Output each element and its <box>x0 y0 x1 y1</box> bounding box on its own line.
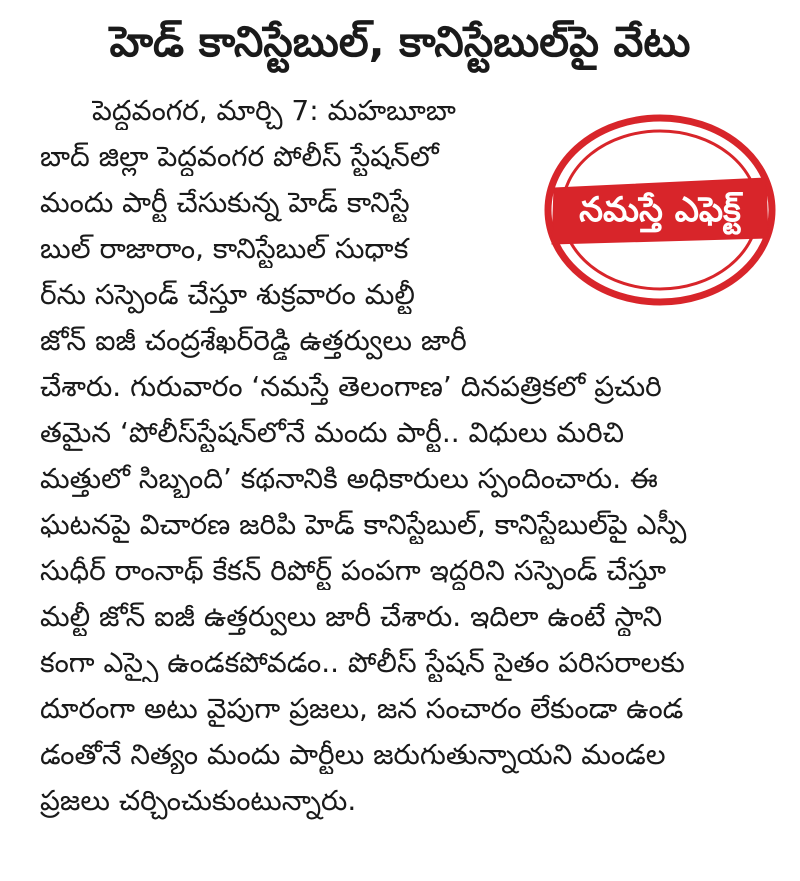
paragraph-line: మల్టీ జోన్‌ ఐజీ ఉత్తర్వులు జారీ చేశారు. ఇదిలా ఉంటే స్థాని <box>40 600 663 633</box>
paragraph-line: డంతోనే నిత్యం మందు పార్టీలు జరుగుతున్నాయని మండల <box>40 738 666 771</box>
paragraph-line: దూరంగా అటు వైపుగా ప్రజలు, జన సంచారం లేకుండా ఉండ <box>40 692 684 725</box>
paragraph-line: మత్తులో సిబ్బంది’ కథనానికి అధికారులు స్పందించారు. ఈ <box>40 462 658 495</box>
paragraph-line: బుల్‌ రాజారాం, కానిస్టేబుల్‌ సుధాక <box>40 232 409 265</box>
paragraph-line: కంగా ఎస్సై ఉండకపోవడం.. పోలీస్‌ స్టేషన్‌ సైతం పరిసరాలకు <box>40 646 685 679</box>
paragraph-line: చేశారు. గురువారం ‘నమస్తే తెలంగాణ’ దినపత్రికలో ప్రచురి <box>40 370 662 403</box>
paragraph-line: పెద్దవంగర, మార్చి 7: మహబూబా <box>92 94 456 127</box>
paragraph-line: ప్రజలు చర్చించుకుంటున్నారు. <box>40 784 357 817</box>
paragraph-line: బాద్‌ జిల్లా పెద్దవంగర పోలీస్‌ స్టేషన్‌లో <box>40 140 439 173</box>
paragraph-line: మందు పార్టీ చేసుకున్న హెడ్‌ కానిస్టే <box>40 186 410 219</box>
paragraph-line: ర్‌ను సస్పెండ్‌ చేస్తూ శుక్రవారం మల్టీ <box>40 278 415 311</box>
headline: హెడ్‌ కానిస్టేబుల్‌, కానిస్టేబుల్‌పై వేటు <box>109 17 691 66</box>
paragraph-line: ఘటనపై విచారణ జరిపి హెడ్‌ కానిస్టేబుల్‌, కానిస్టేబుల్‌పై ఎస్పీ <box>40 508 687 541</box>
paragraph-line: సుధీర్‌ రాంనాథ్‌ కేకన్‌ రిపోర్ట్‌ పంపగా ఇద్దరిని సస్పెండ్‌ చేస్తూ <box>40 554 667 587</box>
paragraph-line: తమైన ‘పోలీస్‌స్టేషన్‌లోనే మందు పార్టీ.. విధులు మరిచి <box>40 416 625 449</box>
paragraph-line: జోన్‌ ఐజీ చంద్రశేఖర్‌రెడ్డి ఉత్తర్వులు జారీ <box>40 324 467 357</box>
stamp-label: నమస్తే ఎఫెక్ట్‌ <box>579 190 741 230</box>
namaste-effect-stamp <box>540 110 780 310</box>
